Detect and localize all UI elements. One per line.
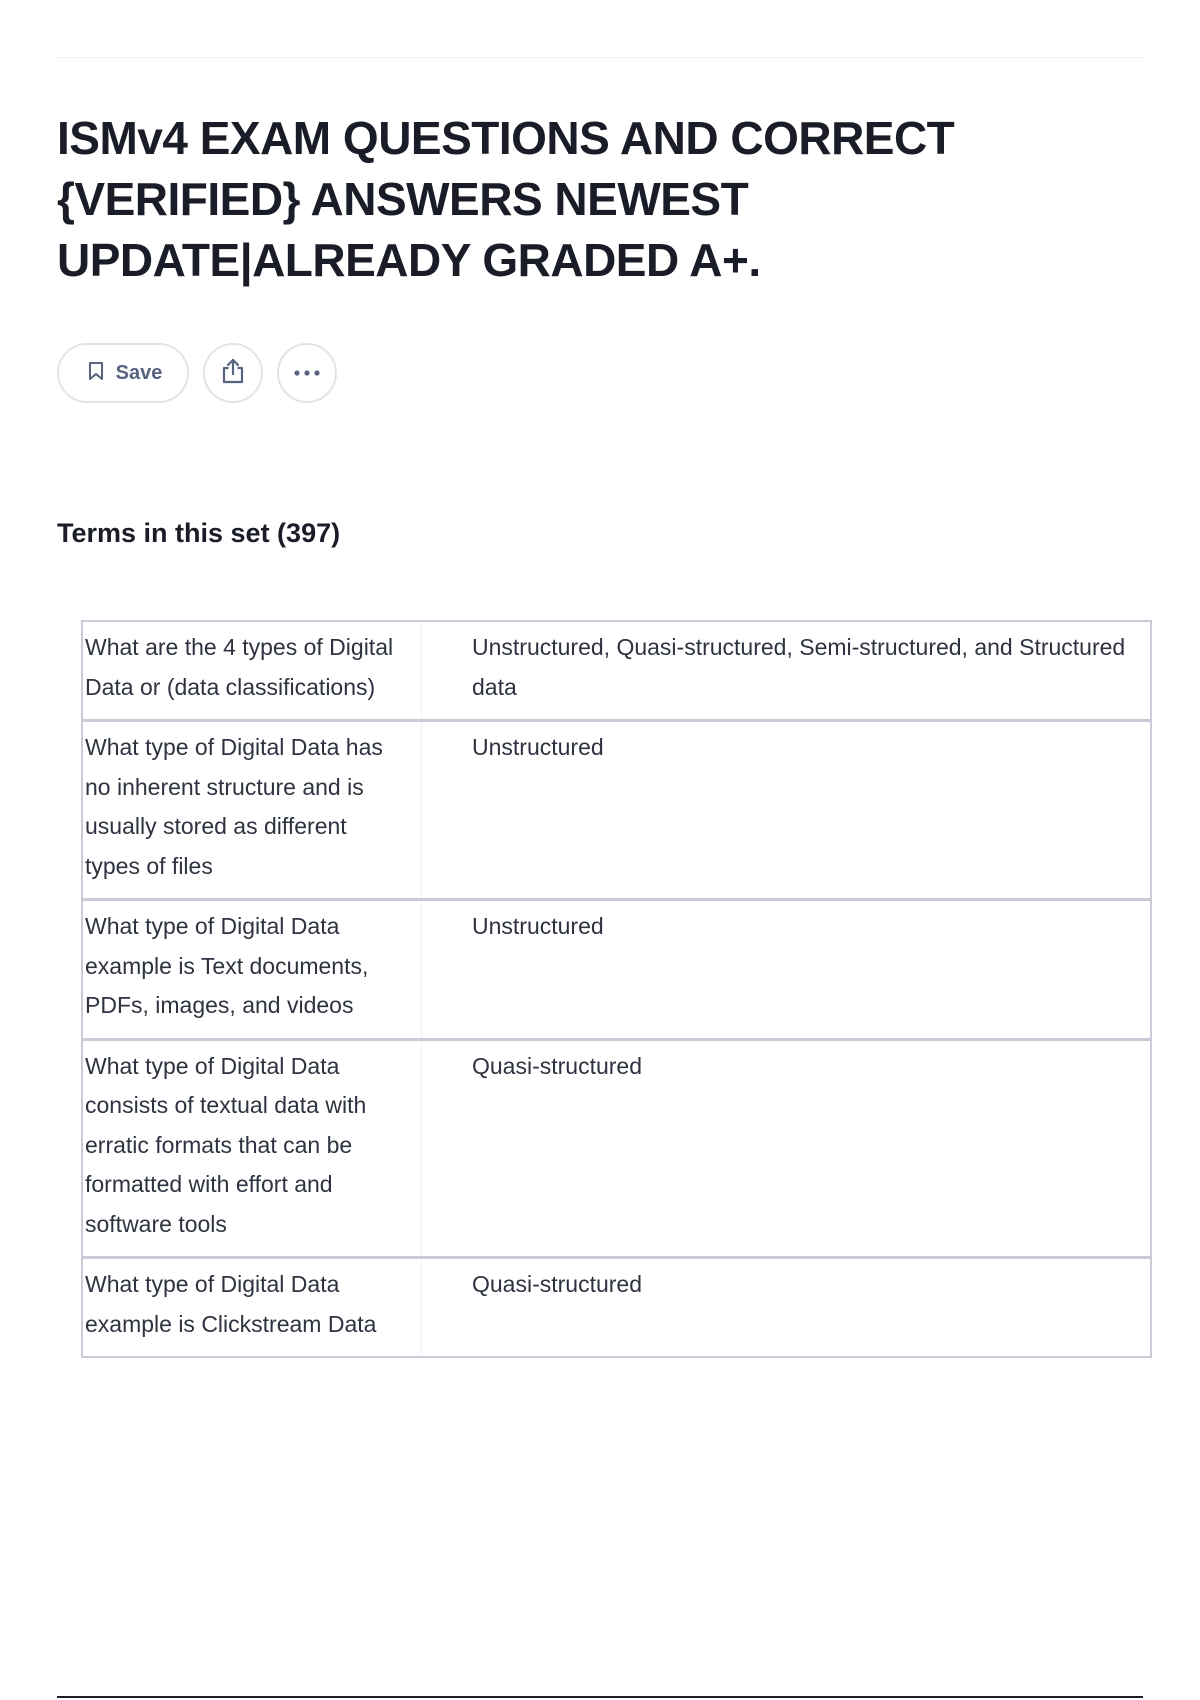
more-horizontal-icon [293,364,321,382]
page-title: ISMv4 EXAM QUESTIONS AND CORRECT {VERIFIED} ANSWERS NEWEST UPDATE|ALREADY GRADED A+. [57,112,955,286]
table-row [82,621,1151,721]
term-cell: What type of Digital Data consists of textual data with erratic formats that can be formatted with effort and software tools [82,1039,422,1258]
definition-cell: Quasi-structured [472,1052,643,1079]
term-cell: What type of Digital Data example is Clickstream Data [82,1258,422,1358]
term-cell: What type of Digital Data example is Text documents, PDFs, images, and videos [82,900,422,1040]
table-row [82,1258,1151,1358]
table-row [82,900,1151,1040]
term-cell: What type of Digital Data has no inherent structure and is usually stored as different types of files [82,721,422,900]
table-row [82,721,1151,900]
table-row [82,1039,1151,1258]
share-icon [220,357,246,390]
share-button[interactable] [203,343,263,403]
definition-cell: Unstructured [472,734,604,760]
definition-cell: Unstructured, Quasi-structured, Semi-structured, and Structured data [472,634,1126,700]
terms-heading: Terms in this set (397) [57,518,341,548]
bottom-divider [57,1696,1143,1698]
more-options-button[interactable] [277,343,337,403]
action-bar [57,343,337,403]
definition-cell: Quasi-structured [472,1271,643,1297]
save-button[interactable] [57,343,189,403]
term-cell: What are the 4 types of Digital Data or (data classifications) [82,621,422,721]
bookmark-icon [88,361,104,386]
save-label: Save [115,361,163,384]
terms-table [81,620,1152,1358]
top-divider [57,57,1143,58]
definition-cell: Unstructured [472,913,604,939]
